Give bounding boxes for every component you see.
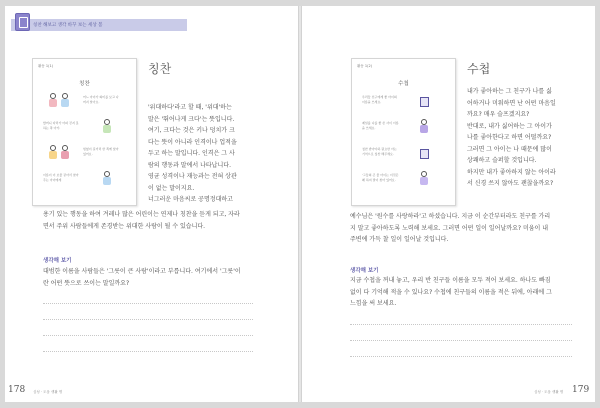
illustration-row (43, 171, 131, 189)
thumb-note: 어느 아이가 의미를 보고 나머지 알아요. (83, 95, 119, 104)
child-figure-icon (47, 145, 59, 161)
child-figure-icon (59, 145, 71, 161)
text-line: 란 어떤 뜻으로 쓰이는 말일까요? (43, 279, 130, 287)
think-text (350, 275, 552, 310)
page-number: 179 (572, 385, 590, 395)
text-line: 지금 수첩을 꺼내 놓고, 우리 반 친구들 이름을 모두 적어 보세요. 하나도 빠짐 (350, 277, 551, 284)
illustration-row (362, 171, 450, 189)
text-line: 주변에 가득 찰 일이 일어날 것입니다. (350, 236, 449, 243)
think-text (43, 266, 241, 289)
text-line: 느낌을 써 보세요. (350, 300, 397, 307)
thumb-note: 우리들 친구에게 좋 아이의 이름을 쓰세요. (362, 95, 397, 104)
section-title: 수첩 (467, 62, 491, 76)
thumb-note: '그들의 큰 물 아이는 이것은 왜 하여 말이 찾아 있어요. (362, 173, 399, 182)
text-line: 두고 하는 말입니다. 인격은 그 사 (148, 150, 235, 157)
text-line: 너그러운 마음씨로 공명정대하고 (148, 196, 233, 203)
thumb-note: 할머니 다리가 아파 걷지 못하는 쪽 아가. (43, 121, 79, 130)
text-line: 어하거나 미워하면 난 어떤 마음일 (467, 99, 556, 107)
answer-line (350, 356, 572, 357)
text-line: 상쾌하고 슬퍼할 것입니다. (467, 157, 537, 164)
text-line: 나를 좋아한다고 하면 어떨까요? (467, 134, 552, 141)
text-line: 용기 있는 행동을 하여 겨레나 많은 어린이는 연제나 칭찬을 듣게 되고, 자라 (43, 211, 240, 218)
thumb-note: 제일를 나를 좋 쓴 사이 이름을 쓰세요. (362, 121, 399, 130)
text-line: 까요? 매우 슬프겠지요? (467, 111, 530, 118)
notebook-icon (418, 93, 430, 109)
text-line: 다는 뜻이 아니라 인격이나 업적을 (148, 138, 237, 146)
thumb-note: 힘없이 길거리 한 쪽에 앉아 있어요. (83, 147, 119, 156)
left-page (5, 6, 298, 402)
think-label: 생각해 보기 (43, 258, 72, 264)
body-paragraph-wide (43, 209, 240, 232)
thumb-title: 수첩 (398, 81, 409, 87)
text-line: 대범한 이름을 사람들은 '그릇이 큰 사람'이라고 부릅니다. 여기에서 '그릇'이 (43, 268, 241, 275)
child-figure-icon (418, 119, 430, 135)
thumb-note: 이름이 이 보물 같아서 찾아 주는 아이에게 (43, 173, 79, 182)
illustration-row (43, 93, 131, 111)
thumb-label: 활동 1(2) (357, 64, 373, 68)
page-footer (302, 385, 595, 399)
body-paragraph (467, 86, 556, 190)
answer-line (43, 303, 253, 304)
child-figure-icon (418, 171, 430, 187)
illustration-row (362, 145, 450, 163)
think-label: 생각해 보기 (350, 268, 379, 274)
page-number: 178 (8, 385, 26, 395)
page-footer (5, 385, 298, 399)
activity-illustration-right (351, 58, 456, 206)
child-figure-icon (101, 171, 113, 187)
book-icon (15, 13, 30, 31)
answer-line (350, 340, 572, 341)
text-line: 하지만 내가 좋아하지 않는 아이라 (467, 168, 556, 176)
right-page (302, 6, 595, 402)
notebook-icon (418, 145, 430, 161)
text-line: 반대로, 내가 싫어하는 그 아이가 (467, 122, 552, 130)
banner-text: 칭찬 해보고 생각 바꾸 보는 세상 봄 (33, 23, 103, 28)
answer-line (43, 351, 253, 352)
text-line: 예수님은 '원수를 사랑하라'고 하셨습니다. 지금 이 순간부터라도 친구를 가리 (350, 213, 551, 220)
child-figure-icon (47, 93, 59, 109)
child-figure-icon (59, 93, 71, 109)
text-line: 그러면 그 아이는 나 때문에 많이 (467, 145, 552, 153)
thumb-title: 칭찬 (79, 81, 90, 87)
answer-line (350, 324, 572, 325)
text-line: 내가 좋아하는 그 친구가 나를 싫 (467, 88, 552, 95)
illustration-row (43, 145, 131, 163)
text-line: '위대하다'라고 할 때, '위대'하는 (148, 104, 232, 111)
text-line: 영균 성격이나 재능과는 전혀 상관 (148, 173, 237, 180)
text-line: 이 없는 말이지요. (148, 184, 195, 192)
text-line: 여기, 크다는 것은 키나 덩치가 크 (148, 127, 235, 134)
footer-text: 심성 · 도움 생활 명 (534, 390, 564, 394)
illustration-row (362, 119, 450, 137)
text-line: 람의 행동과 말에서 나타납니다. (148, 161, 231, 169)
child-figure-icon (101, 119, 113, 135)
thumb-label: 활동 1(1) (38, 64, 54, 68)
body-paragraph-wide (350, 211, 550, 246)
answer-line (43, 335, 253, 336)
section-title: 칭찬 (148, 62, 172, 76)
illustration-row (362, 93, 450, 111)
answer-line (43, 319, 253, 320)
chapter-banner (11, 19, 187, 31)
text-line: 말은 '뛰어나게 크다'는 뜻입니다. (148, 115, 235, 123)
body-paragraph (148, 102, 237, 206)
illustration-row (43, 119, 131, 137)
text-line: 없이 다 기억해 적을 수 있나요? 수첩에 친구들의 이름을 적은 뒤에, 아래에 그 (350, 288, 552, 296)
footer-text: 심성 · 도움 생활 명 (33, 390, 63, 394)
text-line: 지 말고 좋아하도록 노력해 보세요. 그러면 어떤 일이 일어날까요? 미움이 내 (350, 224, 549, 232)
text-line: 면서 주위 사람들에게 존경받는 위대한 사람이 될 수 있습니다. (43, 222, 206, 230)
activity-illustration-left (32, 58, 137, 206)
text-line: 서 신경 쓰지 않아도 괜찮을까요? (467, 180, 554, 187)
thumb-note: 칭찬 받아야하 필요한 아는 기억으로 칭찬 해주세요. (362, 147, 397, 156)
